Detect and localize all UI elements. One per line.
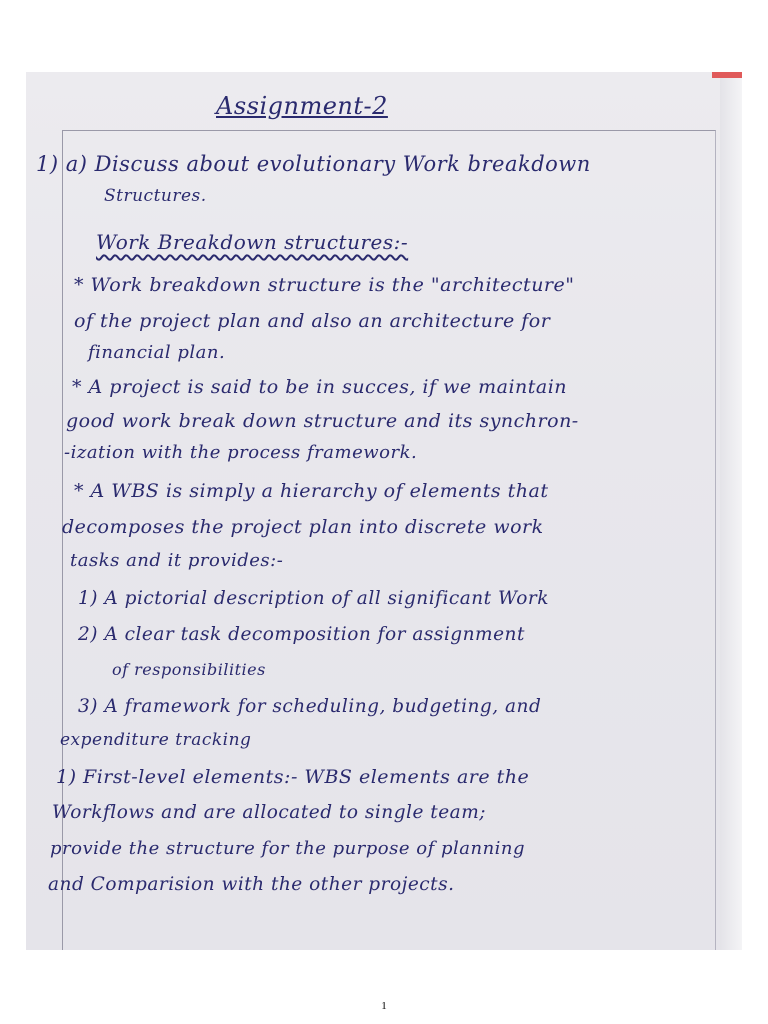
handwritten-line: tasks and it provides:- [70, 550, 284, 571]
handwritten-line: 1) First-level elements:- WBS elements are the [56, 766, 530, 788]
handwritten-line: and Comparision with the other projects. [48, 874, 455, 895]
handwritten-line: good work break down structure and its synchron- [66, 410, 579, 432]
handwritten-line: * A WBS is simply a hierarchy of elements that [74, 480, 549, 502]
handwritten-line: 2) A clear task decomposition for assignment [78, 624, 525, 645]
handwritten-line: decomposes the project plan into discrete work [62, 516, 544, 538]
page-number: 1 [381, 1000, 387, 1012]
handwritten-line: Work Breakdown structures:- [96, 230, 409, 254]
handwritten-line: Structures. [104, 186, 207, 206]
handwritten-line: 3) A framework for scheduling, budgeting, and [78, 696, 542, 717]
handwritten-line: financial plan. [88, 342, 226, 363]
handwritten-line: * A project is said to be in succes, if we maintain [72, 376, 568, 398]
handwritten-page-photo [26, 72, 742, 950]
assignment-heading: Assignment-2 [216, 92, 388, 120]
handwritten-line: provide the structure for the purpose of planning [50, 838, 526, 859]
handwritten-line: * Work breakdown structure is the "architecture" [74, 274, 575, 296]
handwritten-line: -ization with the process framework. [64, 442, 418, 463]
notebook-edge [720, 72, 742, 950]
handwritten-line: expenditure tracking [60, 730, 252, 750]
handwritten-line: Workflows and are allocated to single team; [52, 802, 486, 823]
handwritten-line: 1) A pictorial description of all significant Work [78, 588, 549, 609]
notebook-corner-mark [712, 72, 742, 78]
handwritten-line: 1) a) Discuss about evolutionary Work breakdown [36, 152, 591, 176]
handwritten-line: of the project plan and also an architecture for [74, 310, 551, 332]
handwritten-line: of responsibilities [112, 660, 266, 679]
